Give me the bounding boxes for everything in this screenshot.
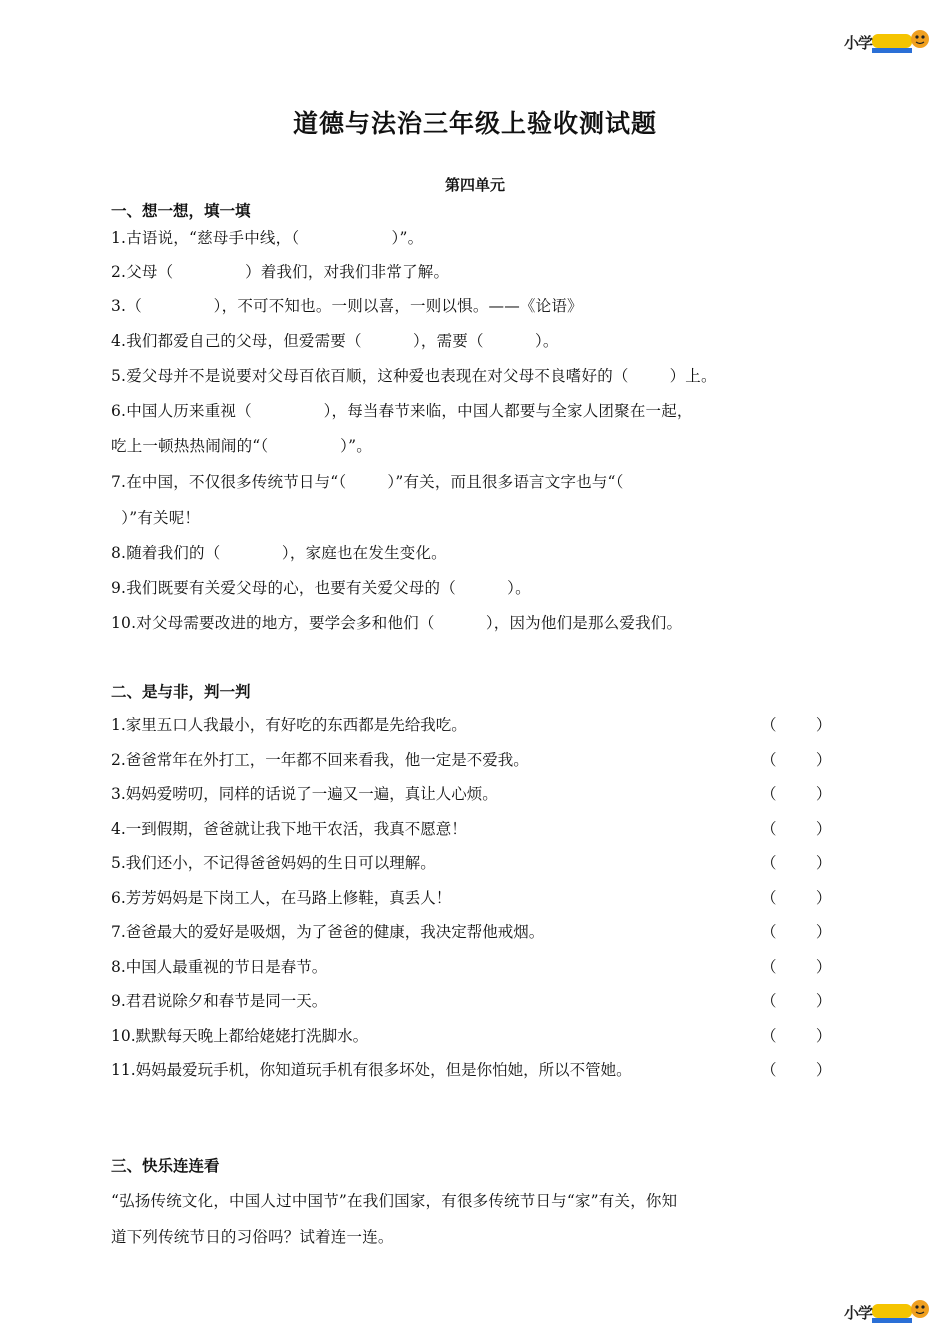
judge-text: 1.家里五口人我最小，有好吃的东西都是先给我吃。 [111,716,467,734]
fill-question-4: 4.我们都爱自己的父母，但爱需要（ ），需要（ ）。 [111,332,559,350]
judge-text: 2.爸爸常年在外打工，一年都不回来看我，他一定是不爱我。 [111,751,529,769]
answer-blank: （ ） [761,1061,832,1079]
fill-question-8: 8.随着我们的（ ），家庭也在发生变化。 [111,544,447,562]
site-logo [842,26,932,62]
section3-intro-line-1: “弘扬传统文化，中国人过中国节”在我们国家，有很多传统节日与“家”有关，你知 [111,1192,678,1210]
judge-text: 3.妈妈爱唠叨，同样的话说了一遍又一遍，真让人心烦。 [111,785,498,803]
fill-question-10: 10.对父母需要改进的地方，要学会多和他们（ ），因为他们是那么爱我们。 [111,614,683,632]
judge-text: 7.爸爸最大的爱好是吸烟，为了爸爸的健康，我决定帮他戒烟。 [111,923,545,941]
section3-intro-line-2: 道下列传统节日的习俗吗？试着连一连。 [111,1228,394,1246]
section3-heading: 三、快乐连连看 [111,1157,220,1175]
answer-blank: （ ） [761,820,832,838]
judge-item [111,989,831,1013]
judge-item [111,713,831,737]
unit-subtitle: 第四单元 [444,176,505,194]
judge-text: 8.中国人最重视的节日是春节。 [111,958,328,976]
answer-blank: （ ） [761,1027,832,1045]
judge-text: 11.妈妈最爱玩手机，你知道玩手机有很多坏处，但是你怕她，所以不管她。 [111,1061,632,1079]
judge-text: 5.我们还小，不记得爸爸妈妈的生日可以理解。 [111,854,436,872]
section2-heading: 二、是与非，判一判 [111,683,251,701]
answer-blank: （ ） [761,992,832,1010]
fill-question-9: 9.我们既要有关爱父母的心，也要有关爱父母的（ ）。 [111,579,531,597]
fill-question-6: 6.中国人历来重视（ ），每当春节来临，中国人都要与全家人团聚在一起， [111,402,693,420]
fill-question-7-cont: ）”有关呢！ [111,509,201,527]
section1-heading: 一、想一想，填一填 [111,202,251,220]
answer-blank: （ ） [761,751,832,769]
judge-item [111,886,831,910]
logo-text: 小学 [844,1304,873,1322]
judge-item [111,955,831,979]
judge-item [111,748,831,772]
answer-blank: （ ） [761,854,832,872]
answer-blank: （ ） [761,958,832,976]
answer-blank: （ ） [761,785,832,803]
fill-question-2: 2.父母（ ）着我们，对我们非常了解。 [111,263,450,281]
page-title: 道德与法治三年级上验收测试题 [292,109,657,138]
judge-text: 10.默默每天晚上都给姥姥打洗脚水。 [111,1027,369,1045]
fill-question-6-cont: 吃上一顿热热闹闹的“（ ）”。 [111,437,372,455]
judge-item [111,920,831,944]
judge-item [111,782,831,806]
answer-blank: （ ） [761,889,832,907]
fill-question-7: 7.在中国，不仅很多传统节日与“（ ）”有关，而且很多语言文字也与“（ [111,473,624,491]
answer-blank: （ ） [761,923,832,941]
judge-item [111,1058,831,1082]
judge-text: 6.芳芳妈妈是下岗工人，在马路上修鞋，真丢人！ [111,889,452,907]
fill-question-3: 3.（ ），不可不知也。一则以喜，一则以惧。——《论语》 [111,297,583,315]
judge-text: 4.一到假期，爸爸就让我下地干农活，我真不愿意！ [111,820,467,838]
judge-item [111,1024,831,1048]
site-logo-footer [842,1296,932,1332]
judge-item [111,851,831,875]
judge-item [111,817,831,841]
fill-question-1: 1.古语说，“慈母手中线，（ ）”。 [111,229,424,247]
answer-blank: （ ） [761,716,832,734]
judge-text: 9.君君说除夕和春节是同一天。 [111,992,328,1010]
fill-question-5: 5.爱父母并不是说要对父母百依百顺，这种爱也表现在对父母不良嗜好的（ ）上。 [111,367,717,385]
logo-text: 小学 [844,34,873,52]
